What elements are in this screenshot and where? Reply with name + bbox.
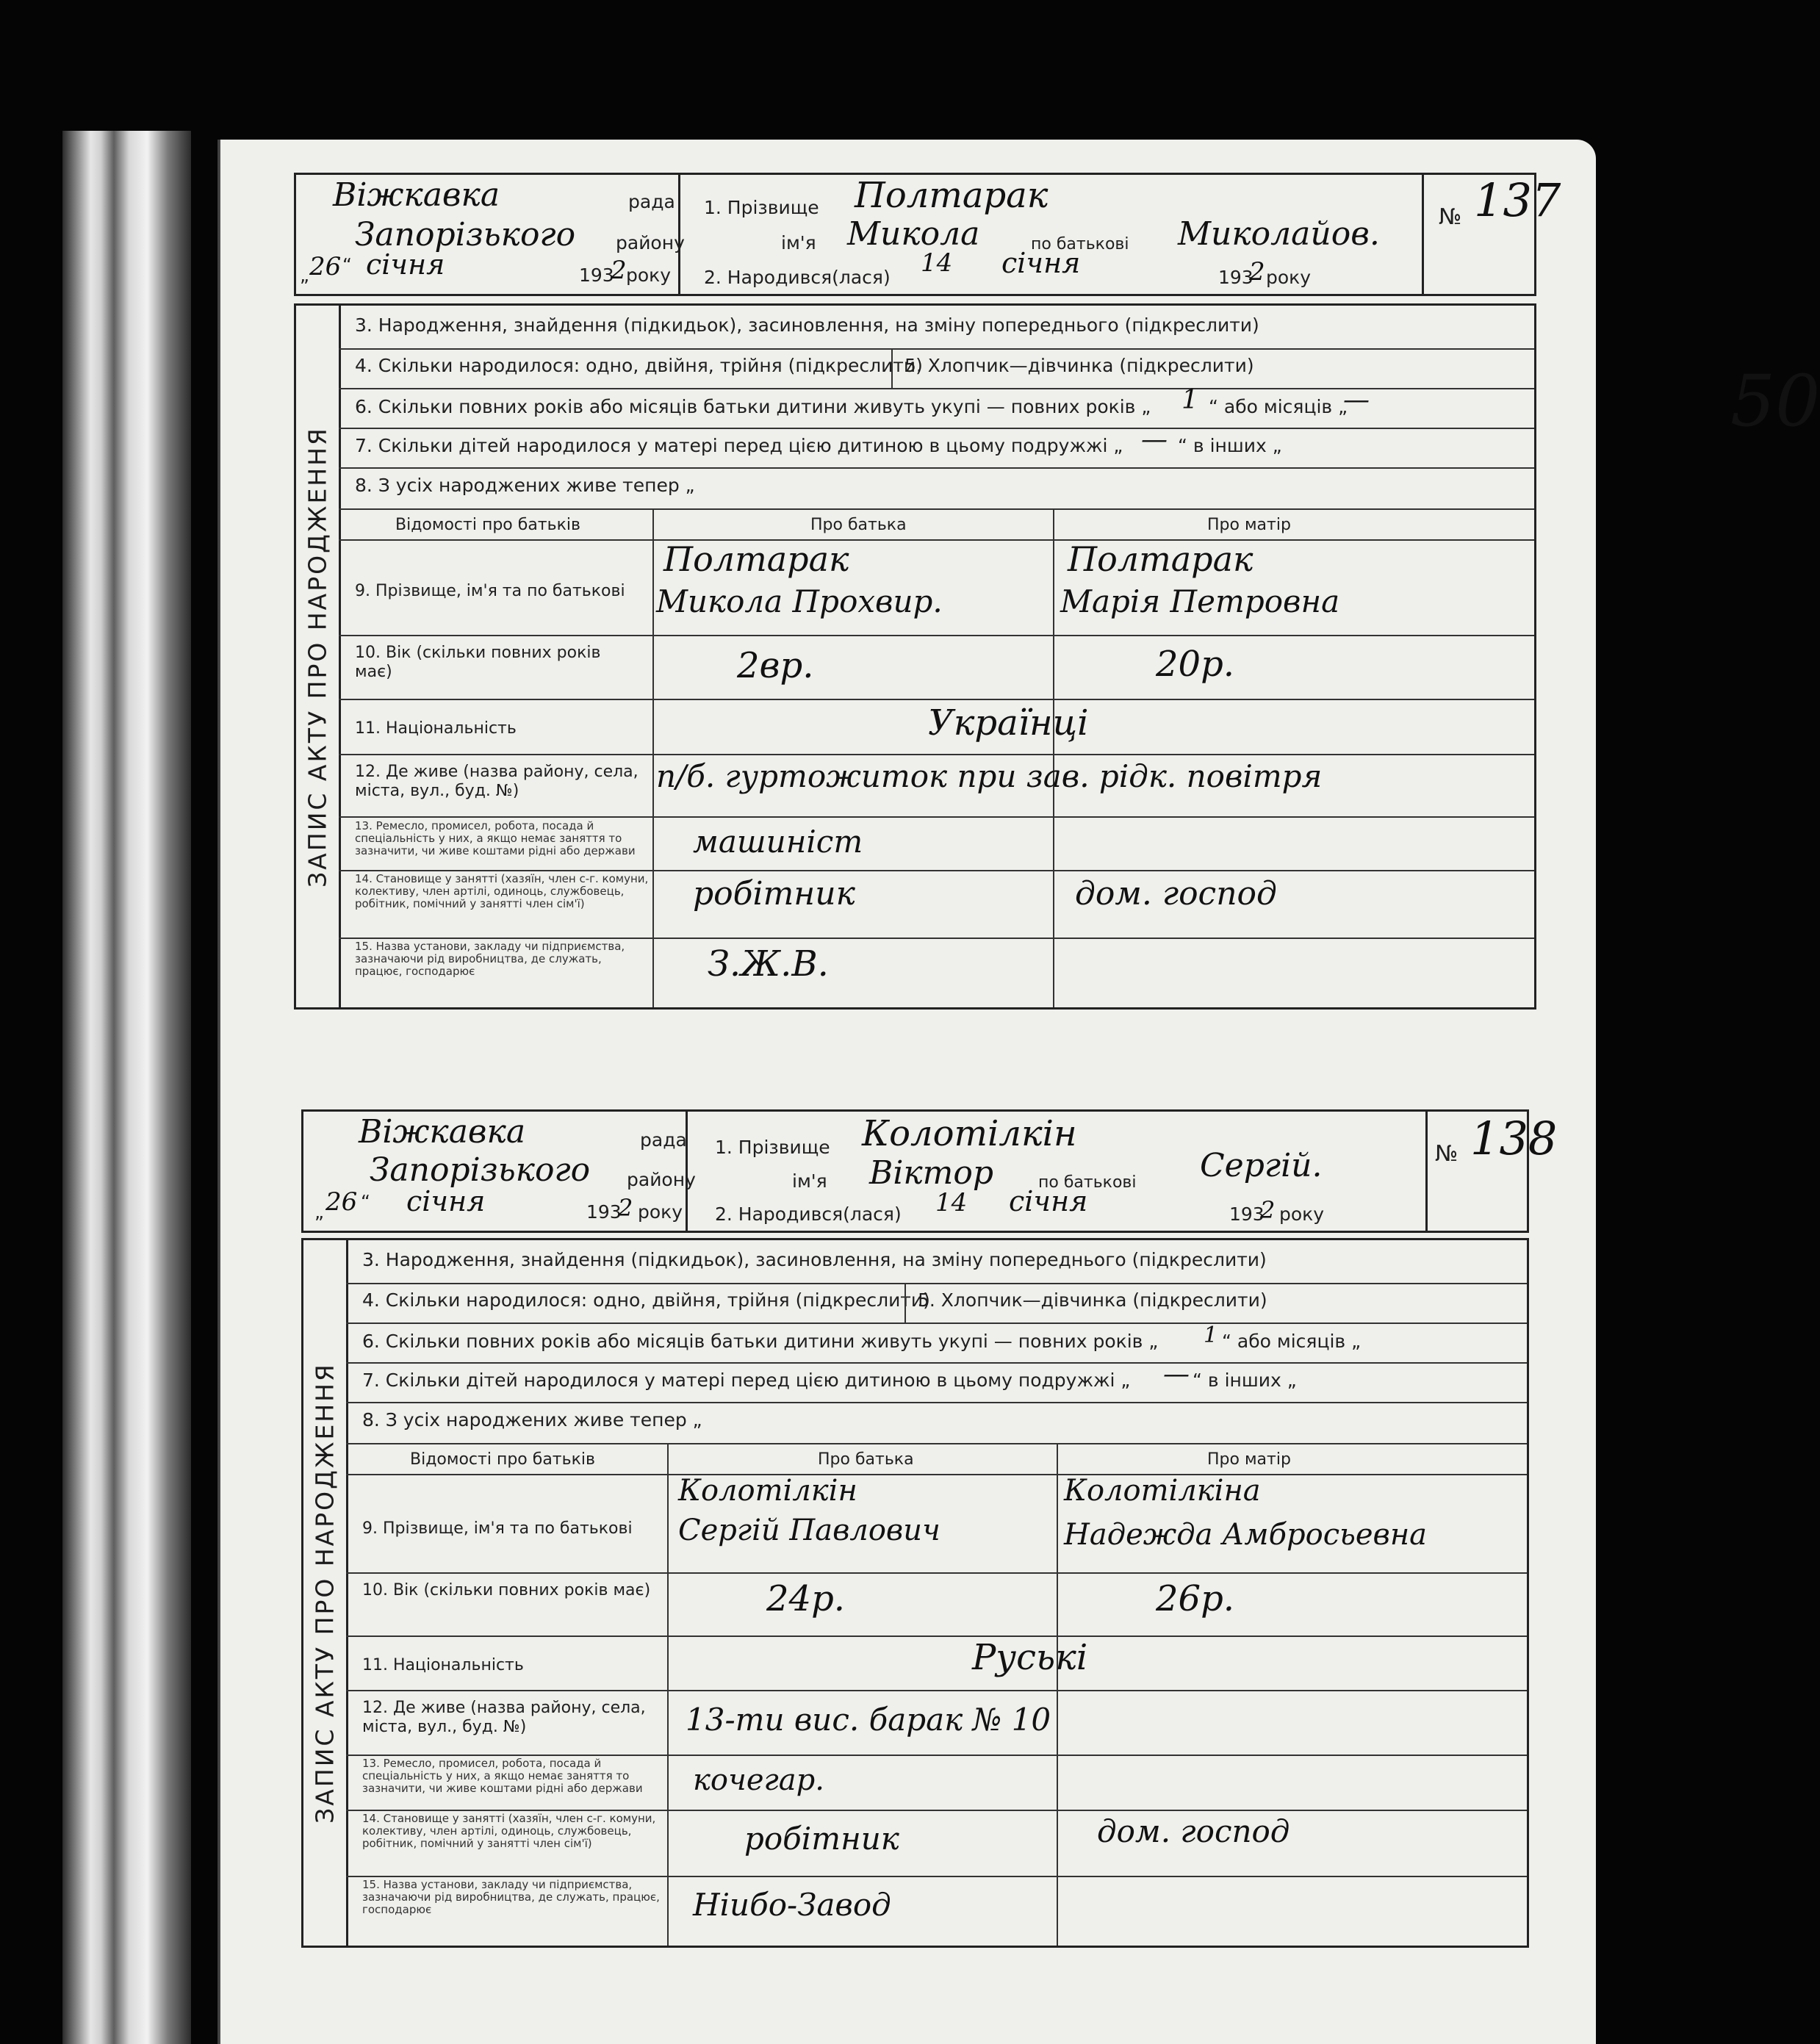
reg-date-close: “	[342, 254, 352, 276]
row-3-label: 3. Народження, знайдення (підкидьок), засиновлення, на зміну попереднього (підкреслити)	[355, 314, 1259, 336]
district-label: району	[627, 1169, 696, 1190]
mother-name: Марія Петровна	[1060, 583, 1340, 619]
row-4-label: 4. Скільки народилося: одно, двійня, трійня (підкреслити)	[355, 355, 923, 376]
col-father-header: Про батька	[810, 516, 907, 534]
occupation: кочегар.	[693, 1763, 824, 1797]
child-patronymic: Сергій.	[1200, 1147, 1323, 1184]
reg-year-label: року	[638, 1201, 683, 1223]
col-mother-header: Про матір	[1207, 1450, 1291, 1469]
row-11-label: 11. Національність	[355, 719, 517, 738]
child-patronymic: Миколайов.	[1178, 215, 1380, 253]
record-body	[294, 303, 1536, 1010]
number-label: №	[1439, 204, 1462, 230]
number-label: №	[1435, 1141, 1458, 1167]
record-body	[301, 1238, 1529, 1948]
mother-age: 20р.	[1156, 644, 1235, 685]
record-header	[301, 1109, 1558, 1233]
years-together: 1	[1204, 1323, 1218, 1348]
reg-month: січня	[366, 248, 445, 281]
row-8-label: 8. З усіх народжених живе тепер „	[362, 1409, 702, 1431]
section-title: ЗАПИС АКТУ ПРО НАРОДЖЕННЯ	[296, 306, 341, 1007]
reg-year-label: року	[626, 265, 672, 286]
reg-year-prefix: 193	[579, 265, 614, 286]
birth-year-label: року	[1266, 267, 1312, 288]
nationality: Українці	[928, 702, 1089, 744]
occupation: машиніст	[693, 824, 863, 860]
page-number: 50	[1730, 360, 1820, 442]
residence: п/б. гуртожиток при зав. рідк. повітря	[656, 758, 1323, 794]
birth-year-label: року	[1279, 1203, 1325, 1225]
name-label: ім'я	[781, 232, 816, 253]
child-first-name: Віктор	[869, 1154, 994, 1192]
record-number-box	[1422, 173, 1561, 294]
mother-name: Надежда Амбросьевна	[1064, 1518, 1428, 1552]
col-mother-header: Про матір	[1207, 516, 1291, 534]
father-name: Микола Прохвир.	[656, 583, 943, 619]
workplace: Ніибо-Завод	[693, 1887, 891, 1923]
council-label: рада	[628, 191, 675, 212]
row-14-label: 14. Становище у занятті (хазяїн, член с-г. комуни, колективу, член артілі, одиноць, службовець, робітник, помічний у занятті член сім'ї)	[362, 1812, 656, 1850]
district-name: Запорізького	[355, 216, 576, 253]
row-6b-label: “ або місяців „	[1209, 396, 1348, 417]
children-before: —	[1141, 425, 1168, 455]
row-9-label: 9. Прізвище, ім'я та по батькові	[362, 1519, 633, 1538]
row-8-label: 8. З усіх народжених живе тепер „	[355, 475, 695, 496]
name-label: ім'я	[792, 1170, 827, 1192]
council-name: Віжкавка	[333, 176, 500, 214]
mother-age: 26р.	[1156, 1578, 1235, 1619]
father-status: робітник	[693, 875, 855, 913]
birth-month: січня	[1009, 1185, 1088, 1217]
reg-year-prefix: 193	[586, 1201, 622, 1223]
birth-year-digit: 2	[1249, 257, 1265, 287]
row-5-label: 5. Хлопчик—дівчинка (підкреслити)	[918, 1289, 1267, 1311]
row-5-label: 5. Хлопчик—дівчинка (підкреслити)	[904, 355, 1254, 376]
father-age: 24р.	[766, 1578, 846, 1619]
row-4-label: 4. Скільки народилося: одно, двійня, трійня (підкреслити)	[362, 1289, 930, 1311]
father-age: 2вр.	[737, 645, 814, 686]
district-label: району	[616, 232, 685, 253]
mother-surname: Полтарак	[1068, 539, 1254, 579]
residence: 13-ти вис. барак № 10	[686, 1702, 1051, 1738]
reg-date-open: „	[300, 265, 309, 286]
row-6b-label: “ або місяців „	[1222, 1331, 1362, 1352]
reg-day: 26	[325, 1187, 358, 1217]
mother-surname: Колотілкіна	[1064, 1474, 1261, 1508]
child-surname: Полтарак	[855, 175, 1049, 216]
birth-year-prefix: 193	[1229, 1203, 1265, 1225]
header-left-block	[296, 175, 685, 294]
row-7-label: 7. Скільки дітей народилося у матері перед цією дитиною в цьому подружжі „	[355, 435, 1123, 456]
months-together: —	[1343, 385, 1370, 415]
record-number: 137	[1474, 173, 1561, 227]
father-status: робітник	[744, 1821, 899, 1857]
row-15-label: 15. Назва установи, закладу чи підприємства, зазначаючи рід виробництва, де служать, працює, господарює	[362, 1878, 660, 1916]
col-info-header: Відомості про батьків	[410, 1450, 595, 1469]
mother-status: дом. господ	[1075, 875, 1277, 913]
row-9-label: 9. Прізвище, ім'я та по батькові	[355, 582, 625, 600]
child-surname: Колотілкін	[862, 1113, 1077, 1154]
birth-month: січня	[1001, 247, 1081, 279]
patronymic-label: по батькові	[1031, 235, 1129, 253]
col-info-header: Відомості про батьків	[395, 516, 580, 534]
years-together: 1	[1181, 385, 1198, 415]
row-10-label: 10. Вік (скільки повних років має)	[362, 1581, 651, 1599]
record-number-box	[1425, 1112, 1558, 1231]
child-first-name: Микола	[847, 215, 980, 253]
reg-year-digit: 2	[618, 1194, 633, 1222]
book-spine	[62, 131, 191, 2044]
patronymic-label: по батькові	[1038, 1173, 1137, 1192]
row-14-label: 14. Становище у занятті (хазяїн, член с-г. комуни, колективу, член артілі, одиноць, службовець, робітник, помічний у занятті член сім'ї)	[355, 872, 649, 910]
row-6-label: 6. Скільки повних років або місяців батьки дитини живуть укупі — повних років „	[355, 396, 1151, 417]
birth-year-prefix: 193	[1218, 267, 1254, 288]
record-header	[294, 173, 1561, 296]
row-7-label: 7. Скільки дітей народилося у матері перед цією дитиною в цьому подружжі „	[362, 1370, 1131, 1391]
row-12-label: 12. Де живе (назва району, села, міста, вул., буд. №)	[355, 763, 639, 800]
row-13-label: 13. Ремесло, промисел, робота, посада й спеціальність у них, а якщо немає заняття то зазначити, чи живе коштами рідні або держави	[355, 819, 636, 857]
birth-day: 14	[921, 248, 953, 278]
reg-day: 26	[309, 252, 342, 281]
father-name: Сергій Павлович	[678, 1514, 940, 1547]
header-left-block	[303, 1112, 696, 1231]
council-name: Віжкавка	[359, 1113, 526, 1151]
mother-status: дом. господ	[1097, 1813, 1290, 1849]
workplace: З.Ж.В.	[708, 943, 829, 985]
section-title: ЗАПИС АКТУ ПРО НАРОДЖЕННЯ	[303, 1240, 348, 1946]
birth-year-digit: 2	[1260, 1196, 1276, 1224]
reg-date-open: „	[314, 1201, 324, 1223]
council-label: рада	[640, 1129, 687, 1151]
nationality: Руські	[972, 1637, 1088, 1678]
row-3-label: 3. Народження, знайдення (підкидьок), засиновлення, на зміну попереднього (підкреслити)	[362, 1249, 1267, 1270]
children-before: —	[1163, 1359, 1190, 1389]
row-12-label: 12. Де живе (назва району, села, міста, вул., буд. №)	[362, 1699, 646, 1736]
record-number: 138	[1470, 1112, 1558, 1165]
row-7b-label: “ в інших „	[1178, 435, 1282, 456]
surname-label: 1. Прізвище	[715, 1137, 830, 1158]
reg-month: січня	[406, 1185, 486, 1217]
father-surname: Колотілкін	[678, 1474, 857, 1508]
row-13-label: 13. Ремесло, промисел, робота, посада й спеціальність у них, а якщо немає заняття то зазначити, чи живе коштами рідні або держави	[362, 1757, 643, 1795]
district-name: Запорізького	[370, 1151, 591, 1189]
surname-label: 1. Прізвище	[704, 197, 819, 218]
born-label: 2. Народився(лася)	[715, 1203, 902, 1225]
reg-date-close: “	[361, 1191, 370, 1212]
row-7b-label: “ в інших „	[1193, 1370, 1297, 1391]
father-surname: Полтарак	[663, 539, 849, 579]
birth-day: 14	[935, 1188, 968, 1217]
row-10-label: 10. Вік (скільки повних років має)	[355, 644, 601, 681]
born-label: 2. Народився(лася)	[704, 267, 891, 288]
row-6-label: 6. Скільки повних років або місяців батьки дитини живуть укупі — повних років „	[362, 1331, 1159, 1352]
col-father-header: Про батька	[818, 1450, 914, 1469]
row-11-label: 11. Національність	[362, 1656, 524, 1674]
row-15-label: 15. Назва установи, закладу чи підприємства, зазначаючи рід виробництва, де служать, працює, господарює	[355, 940, 625, 978]
document-page	[220, 140, 1820, 2044]
reg-year-digit: 2	[611, 256, 627, 285]
